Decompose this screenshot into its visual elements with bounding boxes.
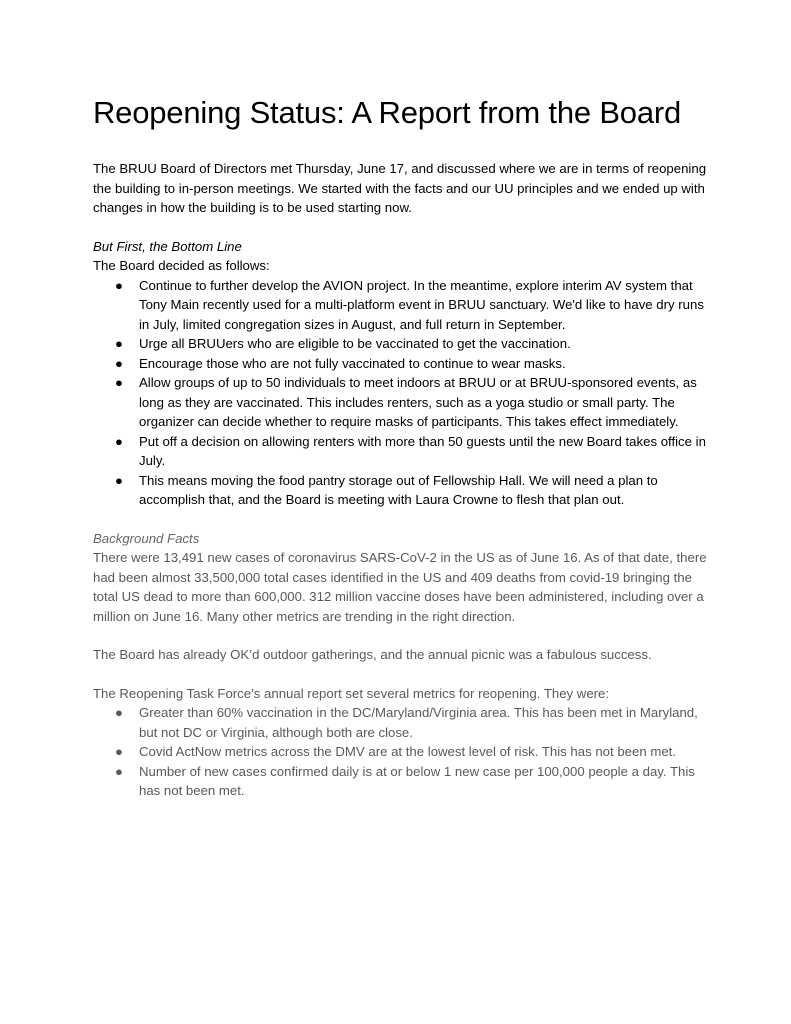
document-title: Reopening Status: A Report from the Board [93,95,682,130]
list-item-text: Allow groups of up to 50 individuals to meet indoors at BRUU or at BRUU-sponsored events, as long as they are vaccinated. This includes renters, such as a yoga studio or small party. The organizer can decide whether to require masks of participants. This takes effect immediately. [139,375,697,429]
document-page [93,92,713,801]
bottom-line-lead: The Board decided as follows: [93,258,270,273]
list-item-text: Covid ActNow metrics across the DMV are at the lowest level of risk. This has not been met. [139,744,676,759]
bullet-icon: ● [115,355,123,371]
intro-paragraph: The BRUU Board of Directors met Thursday, June 17, and discussed where we are in terms of reopening the building to in-person meetings. We started with the facts and our UU principles and we ended up with changes in how the building is to be used starting now. [93,161,707,215]
list-item [93,334,713,354]
spacer [93,218,713,237]
metrics-list [93,703,713,801]
list-item [93,742,713,762]
bullet-icon: ● [115,763,123,779]
spacer [93,626,713,645]
bullet-icon: ● [115,277,123,293]
background-paragraph-2: The Board has already OK’d outdoor gatherings, and the annual picnic was a fabulous success. [93,647,652,662]
list-item [93,703,713,742]
list-item [93,276,713,335]
spacer [93,665,713,684]
list-item-text: Put off a decision on allowing renters with more than 50 guests until the new Board takes office in July. [139,433,706,468]
bottom-line-heading: But First, the Bottom Line [93,238,242,254]
bullet-icon: ● [115,744,123,759]
list-item-text: Encourage those who are not fully vaccinated to continue to wear masks. [139,355,566,371]
background-heading: Background Facts [93,530,200,546]
list-item [93,432,713,471]
bullet-icon: ● [115,375,123,390]
list-item [93,354,713,374]
bullet-icon: ● [115,705,123,720]
background-paragraph-3: The Reopening Task Force’s annual report set several metrics for reopening. They were: [93,685,610,701]
list-item-text: Urge all BRUUers who are eligible to be vaccinated to get the vaccination. [139,336,571,351]
bullet-icon: ● [115,336,123,351]
list-item [93,762,713,801]
bullet-icon: ● [115,433,123,449]
bullet-icon: ● [115,472,123,488]
list-item-text: Greater than 60% vaccination in the DC/Maryland/Virginia area. This has been met in Maryland, but not DC or Virginia, although both are close. [139,705,698,740]
background-paragraph-1: There were 13,491 new cases of coronavirus SARS-CoV-2 in the US as of June 16. As of that date, there had been almost 33,500,000 total cases identified in the US and 409 deaths from covid-19 bringing the total US dead to more than 600,000. 312 million vaccine doses have been administered, including over a million on June 16. Many other metrics are trending in the right direction. [93,550,707,624]
list-item-text: This means moving the food pantry storage out of Fellowship Hall. We will need a plan to accomplish that, and the Board is meeting with Laura Crowne to flesh that plan out. [139,472,658,507]
list-item-text: Continue to further develop the AVION project. In the meantime, explore interim AV system that Tony Main recently used for a multi-platform event in BRUU sanctuary. We'd like to have dry runs in July, limited congregation sizes in August, and full return in September. [139,277,704,332]
list-item-text: Number of new cases confirmed daily is at or below 1 new case per 100,000 people a day. This has not been met. [139,763,695,798]
list-item [93,471,713,510]
decisions-list [93,276,713,510]
list-item [93,373,713,432]
spacer [93,510,713,529]
